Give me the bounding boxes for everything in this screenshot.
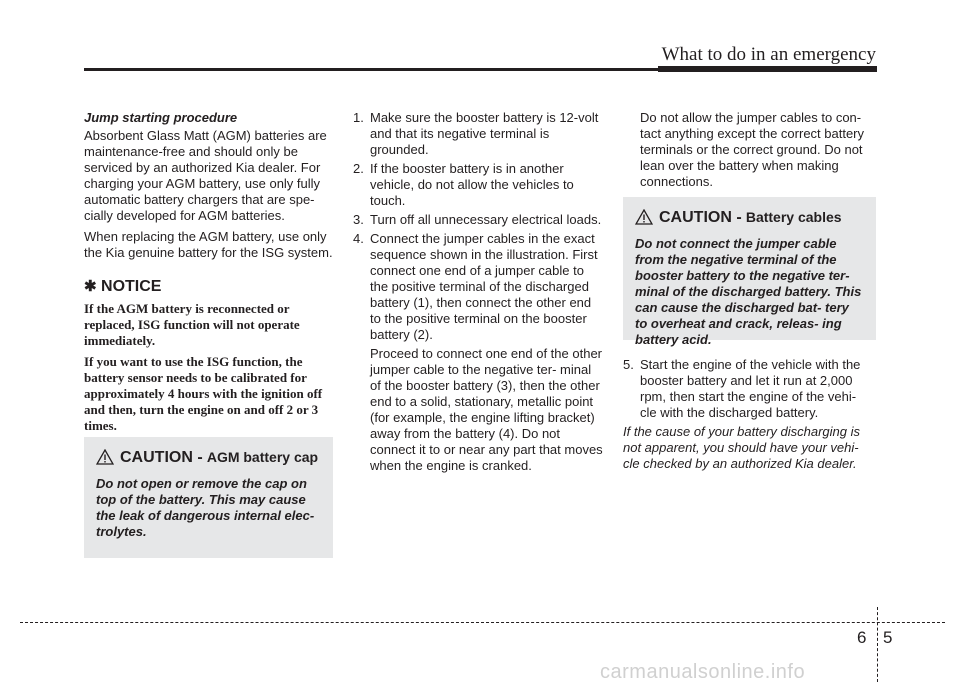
- step-text: Turn off all unnecessary electrical loads.: [370, 212, 602, 227]
- star-icon: ✱: [84, 278, 97, 295]
- column-2: [353, 110, 605, 477]
- list-item: [353, 161, 605, 209]
- column-1: [84, 110, 336, 439]
- steps-list: [353, 110, 605, 474]
- column-3-lower: [623, 357, 875, 477]
- step-text: Start the engine of the vehicle with the booster battery and let it run at 2,000 rpm, then start the engine of the vehi- cle with the discharged battery.: [640, 357, 861, 420]
- section-title: Jump starting procedure: [84, 110, 238, 125]
- caution-box-agm-cap: [84, 437, 333, 558]
- warning-triangle-icon: [96, 449, 114, 465]
- caution-heading: [635, 209, 864, 226]
- notice-heading: [84, 279, 336, 295]
- chapter-number: 6: [857, 628, 867, 647]
- steps-list: [623, 357, 875, 421]
- caution-label: CAUTION -: [659, 209, 742, 226]
- list-item: [623, 357, 875, 421]
- step-number: 2.: [353, 161, 364, 176]
- step-number: 5.: [623, 357, 634, 372]
- column-3: [623, 110, 875, 195]
- notice-text: If you want to use the ISG function, the battery sensor needs to be calibrated for approximately 4 hours with the ignition off and then, turn the engine on and off 2 or 3 times.: [84, 354, 323, 433]
- caution-body: Do not connect the jumper cable from the negative terminal of the booster battery to the negative ter- minal of the discharged battery. This can cause the discharged bat- tery to overheat and crack, releas- ing battery acid.: [635, 236, 862, 347]
- caution-subject: Battery cables: [745, 209, 842, 225]
- list-item: [353, 110, 605, 158]
- header-tab: [658, 66, 877, 72]
- step-text: If the booster battery is in another vehicle, do not allow the vehicles to touch.: [370, 161, 574, 208]
- list-item: [353, 231, 605, 474]
- footer-divider: [877, 607, 878, 682]
- page-number: 5: [883, 628, 893, 647]
- paragraph: Absorbent Glass Matt (AGM) batteries are maintenance-free and should only be serviced by an authorized Kia dealer. For charging your AGM battery, use only fully automatic battery chargers that are spe- cially developed for AGM batteries.: [84, 128, 327, 223]
- watermark: carmanualsonline.info: [600, 661, 806, 683]
- list-item: [353, 212, 605, 228]
- caution-box-battery-cables: [623, 197, 876, 347]
- step-number: 3.: [353, 212, 364, 227]
- step-text: Proceed to connect one end of the other jumper cable to the negative ter- minal of the booster battery (3), then the other end to a solid, stationary, metallic point (for example, the engine lifting bracket) away from the battery (4). Do not connect it to or near any part that moves when the engine is cranked.: [370, 346, 603, 473]
- caution-body: Do not open or remove the cap on top of the battery. This may cause the leak of dangerous internal elec- trolytes.: [96, 476, 315, 539]
- header-title: What to do in an emergency: [661, 44, 876, 65]
- notice-title: NOTICE: [101, 278, 162, 295]
- final-note: If the cause of your battery discharging is not apparent, you should have your vehi- cle checked by an authorized Kia dealer.: [623, 424, 861, 471]
- caution-heading: [96, 449, 321, 466]
- step-number: 1.: [353, 110, 364, 125]
- caution-label: CAUTION -: [120, 449, 203, 466]
- notice-text: If the AGM battery is reconnected or replaced, ISG function will not operate immediately.: [84, 301, 300, 348]
- caution-subject: AGM battery cap: [206, 449, 319, 465]
- step-text: Connect the jumper cables in the exact sequence shown in the illustration. First connect one end of a jumper cable to the positive terminal of the discharged battery (1), then connect the other end to the positive terminal on the booster battery (2).: [370, 231, 598, 342]
- step-number: 4.: [353, 231, 364, 246]
- footer-rule: [20, 622, 945, 623]
- continued-paragraph: Do not allow the jumper cables to con- tact anything except the correct battery terminals or the correct ground. Do not lean over the battery when making connections.: [640, 110, 865, 189]
- paragraph: When replacing the AGM battery, use only the Kia genuine battery for the ISG system.: [84, 229, 333, 260]
- warning-triangle-icon: [635, 209, 653, 225]
- step-text: Make sure the booster battery is 12-volt and that its negative terminal is grounded.: [370, 110, 599, 157]
